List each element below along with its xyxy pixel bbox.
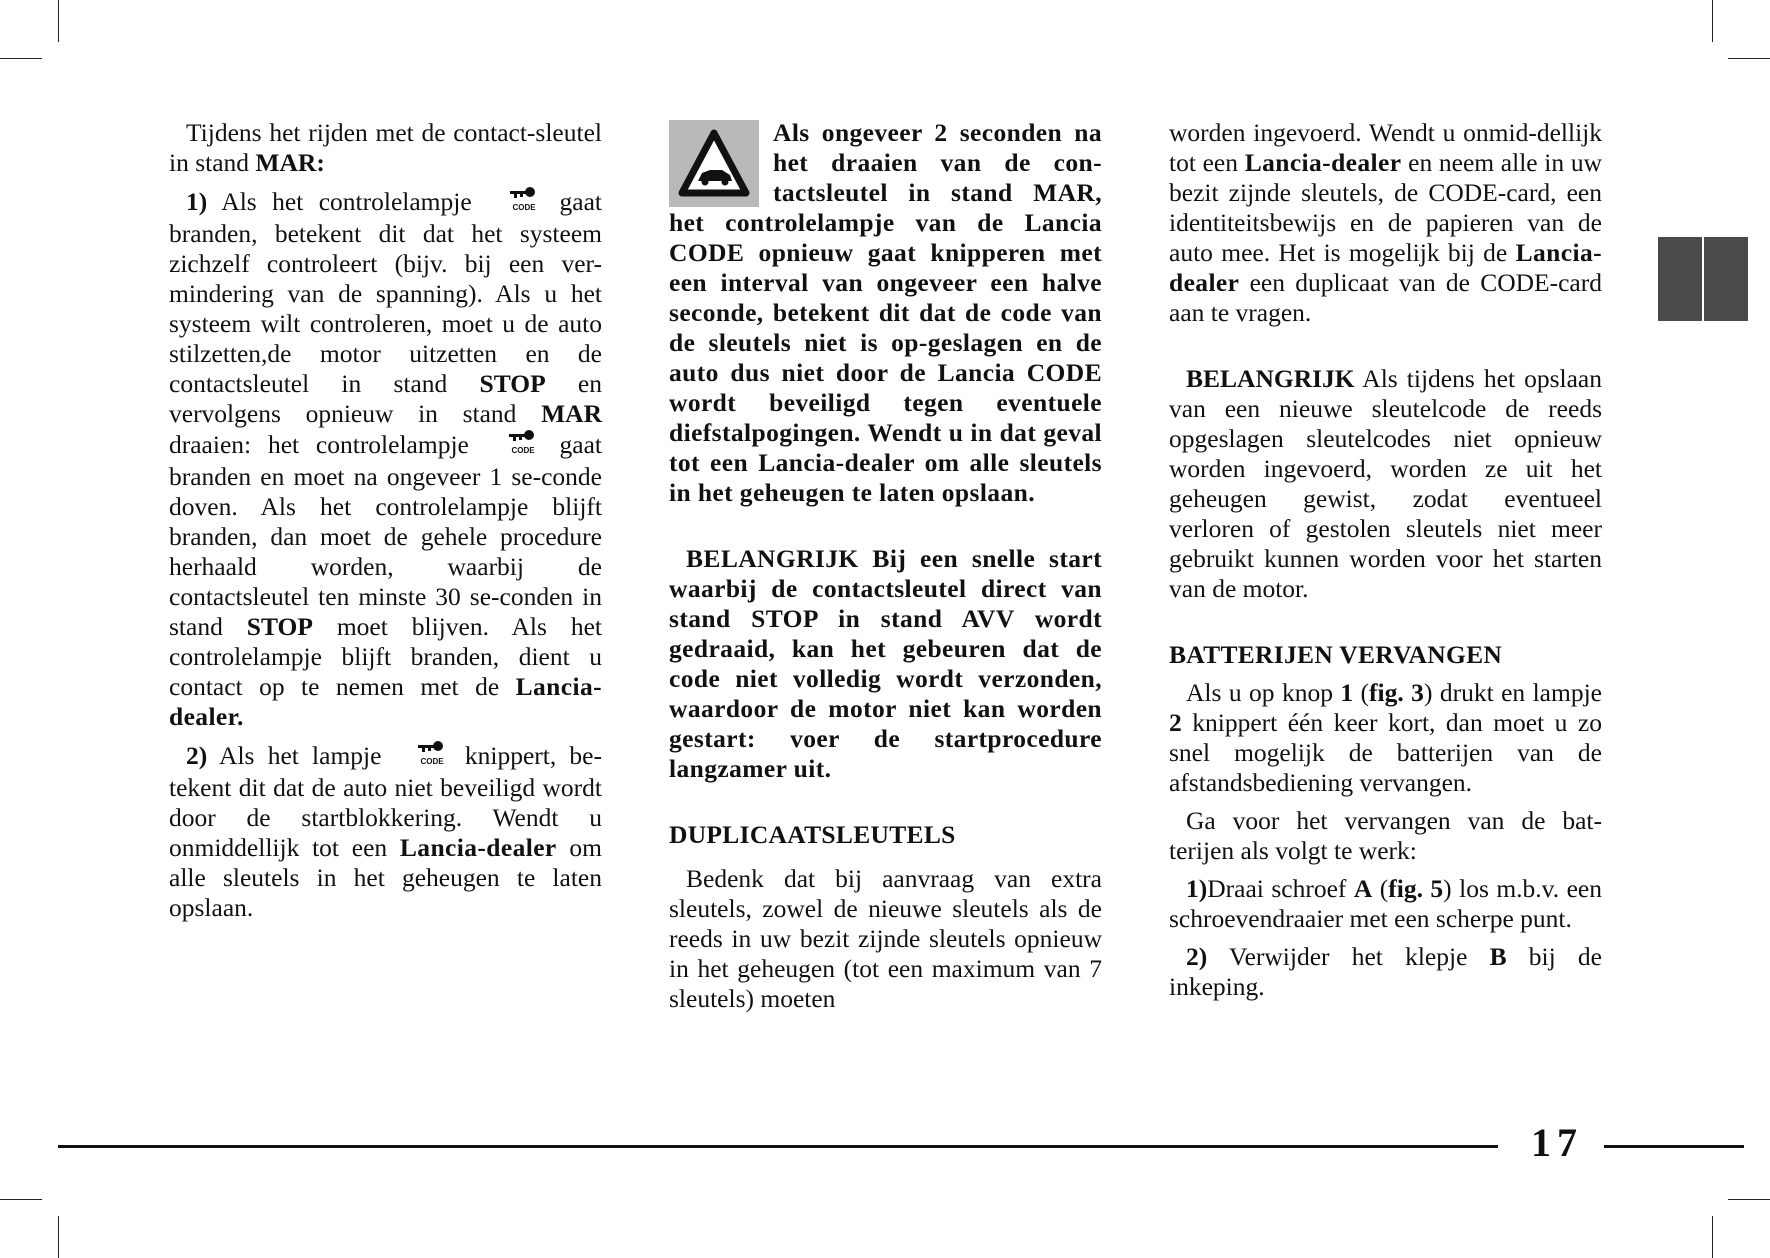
text: knippert één keer kort, dan moet u zo snel mogelijk de batterijen van de afstandsbediening vervangen. xyxy=(1169,708,1602,797)
text: bij de inkeping. xyxy=(1169,942,1602,1001)
text-bold: Lancia-dealer. xyxy=(169,672,602,731)
text: Als u op knop xyxy=(1186,678,1341,707)
crop-mark xyxy=(0,1199,42,1200)
battery-step-1 xyxy=(1169,874,1602,934)
text: ( xyxy=(1372,874,1389,903)
text-bold: STOP xyxy=(246,612,313,641)
item-number: 1) xyxy=(186,187,208,216)
battery-step-2 xyxy=(1169,942,1602,1002)
key-code-icon xyxy=(490,429,539,462)
crop-mark xyxy=(0,58,42,59)
section-heading-batterijen: BATTERIJEN VERVANGEN xyxy=(1169,640,1503,669)
text: om alle sleutels in het geheugen te laten opslaan. xyxy=(169,833,602,922)
duplicate-keys-paragraph: Bedenk dat bij aanvraag van extra sleutels, zowel de nieuwe sleutels als de reeds in uw bezit zijnde sleutels opnieuw in het geheugen (tot een maximum van 7 sleutels) moeten xyxy=(669,864,1102,1013)
item-2-paragraph xyxy=(169,740,602,923)
warning-text: Als ongeveer 2 seconden na het draaien van de con-tactsleutel in stand MAR, het controlelampje van de Lancia CODE opnieuw gaat knipperen met een interval van ongeveer een halve seconde, betekent dit dat de code van de sleutels niet is op-geslagen en de auto dus niet door de Lancia CODE wordt beveiligd tegen eventuele diefstalpogingen. Wendt u in dat geval tot een Lancia-dealer om alle sleutels in het geheugen te laten opslaan. xyxy=(669,118,1102,507)
item-1-paragraph xyxy=(169,186,602,732)
intro-paragraph xyxy=(169,118,602,178)
text-bold: BELANGRIJK xyxy=(1186,364,1355,393)
text-bold: fig. 3 xyxy=(1369,678,1424,707)
text-bold: STOP xyxy=(479,369,546,398)
crop-mark xyxy=(1728,1199,1770,1200)
text-bold: 1 xyxy=(1340,678,1354,707)
page-number: 17 xyxy=(1531,1120,1583,1165)
crop-mark xyxy=(58,1216,59,1258)
text: ( xyxy=(1353,678,1370,707)
text: draaien: het controlelampje xyxy=(169,430,486,459)
text: Verwijder het klepje xyxy=(1207,942,1490,971)
item-number: 1) xyxy=(1186,874,1208,903)
text: knippert, be-tekent dit dat de auto niet beveiligd wordt door de startblokkering. Wendt u onmiddellijk tot een xyxy=(169,741,602,862)
code-label: CODE xyxy=(512,203,536,212)
text: ) los m.b.v. een schroevendraaier met een scherpe punt. xyxy=(1169,874,1603,933)
warning-triangle-car-icon xyxy=(669,120,759,207)
battery-paragraph xyxy=(1169,678,1602,798)
crop-mark xyxy=(1712,1216,1713,1258)
text-bold: fig. 5 xyxy=(1388,874,1444,903)
text: een duplicaat van de CODE-card aan te vragen. xyxy=(1169,268,1602,327)
item-number: 2) xyxy=(186,741,208,770)
text-bold: MAR: xyxy=(255,148,325,177)
text: en neem alle in uw bezit zijnde sleutels, de CODE-card, een identiteitsbewijs en de papieren van de auto mee. Het is mogelijk bij de xyxy=(1169,148,1602,267)
column-1 xyxy=(169,118,602,923)
crop-mark xyxy=(58,0,59,42)
text-bold: 2 xyxy=(1169,708,1182,737)
text-bold: Lancia-dealer xyxy=(1244,148,1402,177)
item-number: 2) xyxy=(1186,942,1208,971)
crop-mark xyxy=(1728,58,1770,59)
footer-rule-right xyxy=(1604,1145,1744,1148)
text: gaat branden en moet na ongeveer 1 se-conde doven. Als het controlelampje blijft branden, dan moet de gehele procedure herhaald worden, waarbij de contactsleutel ten minste 30 se-conden in stand xyxy=(169,430,602,641)
chapter-tab-divider xyxy=(1702,237,1704,321)
text-bold: A xyxy=(1353,874,1373,903)
battery-steps-intro: Ga voor het vervangen van de bat-terijen als volgt te werk: xyxy=(1169,806,1602,865)
code-label: CODE xyxy=(420,757,444,766)
continued-paragraph xyxy=(1169,118,1602,328)
key-code-icon xyxy=(399,740,448,773)
text: Draai schroef xyxy=(1207,874,1354,903)
text: worden ingevoerd. Wendt u onmid-dellijk tot een xyxy=(1169,118,1602,177)
text: moet blijven. Als het controlelampje blijft branden, dient u contact op te nemen met de xyxy=(169,612,602,701)
text-bold: MAR xyxy=(541,399,602,428)
important-note: BELANGRIJK Bij een snelle start waarbij de contactsleutel direct van stand STOP in stand AVV wordt gedraaid, kan het gebeuren dat de code niet volledig wordt verzonden, waardoor de motor niet kan worden gestart: voer de startprocedure langzamer uit. xyxy=(669,544,1102,783)
code-label: CODE xyxy=(511,446,535,455)
text: gaat branden, betekent dit dat het systeem zichzelf controleert (bijv. bij een ver-mindering van de spanning). Als u het systeem wilt controleren, moet u de auto stilzetten,de motor uitzetten en de contactsleutel in stand xyxy=(169,187,602,398)
text: en vervolgens opnieuw in stand xyxy=(169,369,602,428)
column-2 xyxy=(669,118,1102,1014)
text: ) drukt en lampje xyxy=(1423,678,1602,707)
section-heading-duplicaatsleutels: DUPLICAATSLEUTELS xyxy=(669,820,956,849)
column-3 xyxy=(1169,118,1602,1002)
footer-rule-left xyxy=(58,1145,1498,1148)
important-note-2 xyxy=(1169,364,1602,604)
crop-mark xyxy=(1712,0,1713,42)
text-bold: Lancia-dealer xyxy=(1169,238,1602,297)
text: Tijdens het rijden met de contact-sleutel in stand xyxy=(169,118,602,177)
key-code-icon xyxy=(491,186,540,219)
text: Als het lampje xyxy=(207,741,395,770)
text: Als het controlelampje xyxy=(207,187,488,216)
text-bold: Lancia-dealer xyxy=(399,833,557,862)
text: Als tijdens het opslaan van een nieuwe sleutelcode de reeds opgeslagen sleutelcodes niet opnieuw worden ingevoerd, worden ze uit het geheugen gewist, zodat eventueel verloren of gestolen sleutels niet meer gebruikt kunnen worden voor het starten van de motor. xyxy=(1169,364,1602,603)
text-bold: B xyxy=(1489,942,1507,971)
